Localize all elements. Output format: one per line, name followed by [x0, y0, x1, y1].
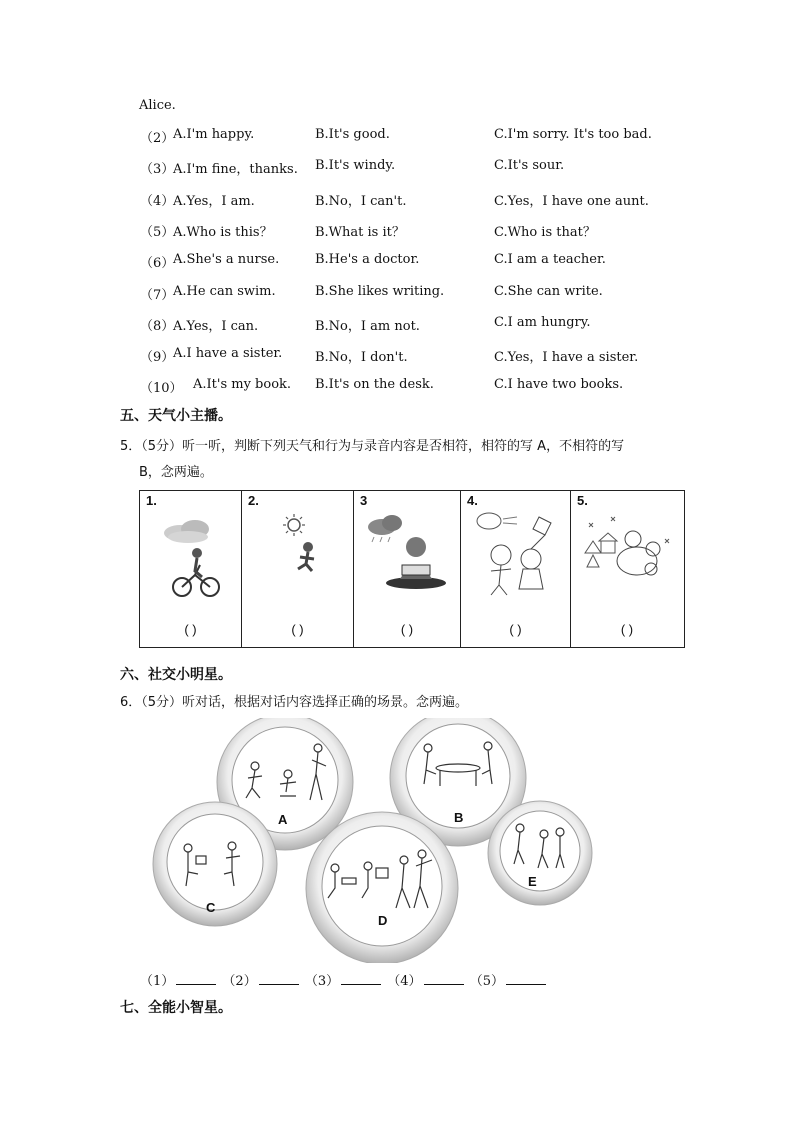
option-a: A.He can swim. — [173, 284, 276, 299]
option-row — [0, 190, 794, 210]
answer-blank-3[interactable] — [341, 972, 381, 985]
weather-cell-3 — [354, 491, 461, 647]
option-row — [0, 252, 794, 272]
question-number: （8） — [140, 319, 175, 334]
scene-circles-picture — [140, 718, 600, 963]
question-number: （7） — [140, 288, 175, 303]
option-row — [0, 377, 794, 397]
sunny-running-picture — [242, 509, 354, 609]
windy-kite-picture — [461, 509, 571, 609]
cell-number: 2. — [248, 493, 259, 508]
answer-label-4: （4） — [387, 974, 422, 989]
option-a: A.Yes，I can. — [173, 319, 259, 334]
option-b: B.It's windy. — [315, 158, 396, 173]
option-c: C.It's sour. — [494, 158, 565, 173]
section6-heading: 六、社交小明星。 — [120, 667, 232, 683]
answer-blank[interactable]: ( ) — [509, 622, 522, 637]
question-number: （5） — [140, 225, 175, 240]
option-a: A.I have a sister. — [173, 346, 283, 361]
circle-d — [306, 812, 458, 963]
circle-e — [488, 801, 592, 905]
option-c: C.I am hungry. — [494, 315, 591, 330]
lead-word: Alice. — [139, 98, 176, 113]
scene-label-d: D — [378, 913, 388, 928]
option-b: B.No，I don't. — [315, 350, 408, 365]
cell-number: 5. — [577, 493, 588, 508]
option-c: C.Yes，I have a sister. — [494, 350, 639, 365]
option-c: C.I have two books. — [494, 377, 624, 392]
option-a: A.Who is this？ — [173, 225, 273, 240]
section5-question-line2: B，念两遍。 — [139, 465, 213, 480]
rainy-reading-picture — [354, 509, 461, 609]
option-a: A.It's my book. — [193, 377, 292, 392]
answer-label-1: （1） — [140, 974, 175, 989]
option-row — [0, 221, 794, 241]
answer-blank-5[interactable] — [506, 972, 546, 985]
answer-blank[interactable]: ( ) — [184, 622, 197, 637]
scene-label-c: C — [206, 900, 216, 915]
option-b: B.What is it？ — [315, 225, 405, 240]
answer-blank-2[interactable] — [259, 972, 299, 985]
answer-blank[interactable]: ( ) — [620, 622, 634, 637]
question-number: （6） — [140, 256, 175, 271]
scene-label-b: B — [454, 810, 464, 825]
question-number: （9） — [140, 350, 175, 365]
answer-label-5: （5） — [469, 974, 504, 989]
weather-table — [139, 490, 685, 648]
option-row — [0, 346, 794, 366]
option-b: B.No，I am not. — [315, 319, 420, 334]
option-c: C.I'm sorry. It's too bad. — [494, 127, 652, 142]
weather-cell-4 — [461, 491, 571, 647]
option-c: C.She can write. — [494, 284, 603, 299]
answer-blank-4[interactable] — [424, 972, 464, 985]
option-c: C.Yes，I have one aunt. — [494, 194, 649, 209]
option-row — [0, 158, 794, 178]
cloudy-cycling-picture — [140, 509, 242, 609]
option-b: B.She likes writing. — [315, 284, 445, 299]
answer-blank[interactable]: ( ) — [291, 622, 304, 637]
answer-line — [140, 970, 548, 989]
option-a: A.She's a nurse. — [173, 252, 280, 267]
option-row — [0, 284, 794, 304]
option-b: B.It's on the desk. — [315, 377, 434, 392]
question-number: （3） — [140, 162, 175, 177]
cell-number: 1. — [146, 493, 157, 508]
option-c: C.I am a teacher. — [494, 252, 606, 267]
answer-label-2: （2） — [222, 974, 257, 989]
weather-cell-5 — [571, 491, 683, 647]
cell-number: 3 — [360, 493, 368, 508]
option-row — [0, 127, 794, 147]
section5-question-line1: 5．（5分）听一听，判断下列天气和行为与录音内容是否相符，相符的写 A，不相符的写 — [120, 439, 625, 454]
option-c: C.Who is that？ — [494, 225, 596, 240]
answer-blank-1[interactable] — [176, 972, 216, 985]
scene-label-e: E — [528, 874, 537, 889]
section7-heading: 七、全能小智星。 — [120, 1000, 232, 1016]
answer-label-3: （3） — [304, 974, 340, 989]
weather-cell-1 — [140, 491, 242, 647]
option-a: A.I'm happy. — [173, 127, 255, 142]
option-b: B.No，I can't. — [315, 194, 407, 209]
section5-heading: 五、天气小主播。 — [120, 408, 232, 424]
option-b: B.He's a doctor. — [315, 252, 420, 267]
cell-number: 4. — [467, 493, 478, 508]
option-b: B.It's good. — [315, 127, 390, 142]
question-number: （10） — [140, 381, 183, 396]
option-a: A.Yes，I am. — [173, 194, 255, 209]
weather-cell-2 — [242, 491, 354, 647]
scene-label-a: A — [278, 812, 288, 827]
snowy-snowman-picture — [571, 509, 683, 609]
question-number: （2） — [140, 131, 175, 146]
section6-question: 6．（5分）听对话，根据对话内容选择正确的场景。念两遍。 — [120, 695, 469, 710]
answer-blank[interactable]: ( ) — [400, 622, 414, 637]
question-number: （4） — [140, 194, 175, 209]
option-row — [0, 315, 794, 335]
option-a: A.I'm fine，thanks. — [173, 162, 298, 177]
